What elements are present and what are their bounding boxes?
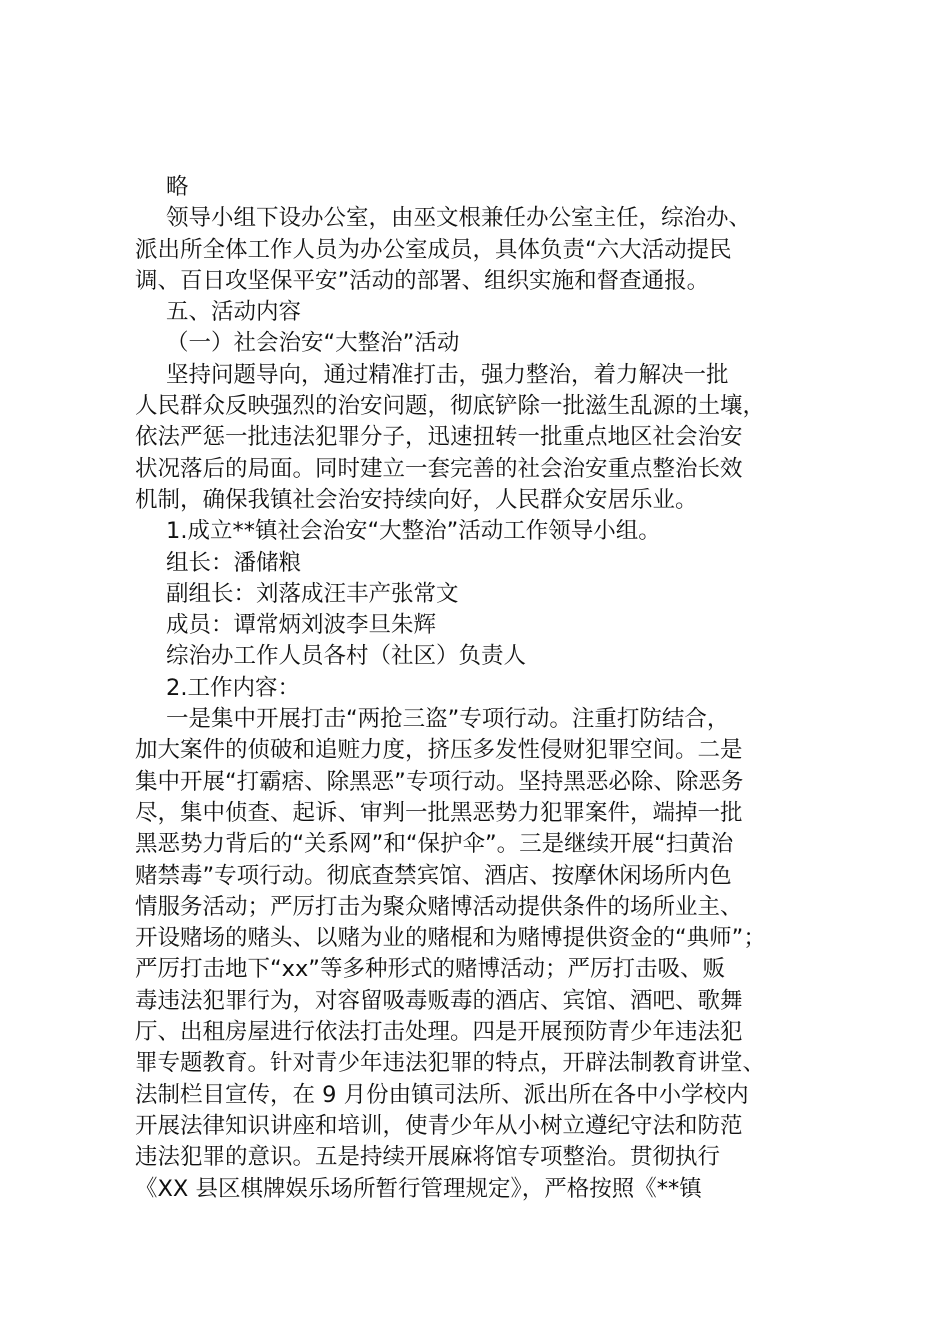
text-line: 坚持问题导向，通过精准打击，强力整治，着力解决一批 — [166, 361, 729, 388]
text-line: 人民群众反映强烈的治安问题，彻底铲除一批滋生乱源的土壤， — [135, 393, 766, 420]
text-line: 1.成立**镇社会治安“大整治”活动工作领导小组。 — [166, 518, 661, 545]
text-line: 副组长：刘落成汪丰产张常文 — [166, 580, 459, 607]
text-line: 成员：谭常炳刘波李旦朱辉 — [166, 612, 437, 639]
text-line: 开展法律知识讲座和培训，使青少年从小树立遵纪守法和防范 — [135, 1112, 743, 1139]
text-line: 领导小组下设办公室，由巫文根兼任办公室主任，综治办、 — [166, 205, 752, 232]
text-line: 五、活动内容 — [166, 299, 302, 326]
document-body — [135, 172, 845, 1205]
text-line: 黑恶势力背后的“关系网”和“保护伞”。三是继续开展“扫黄治 — [135, 831, 734, 858]
text-line: 综治办工作人员各村（社区）负责人 — [166, 643, 527, 670]
text-line: 状况落后的局面。同时建立一套完善的社会治安重点整治长效 — [135, 455, 743, 482]
text-line: 法制栏目宣传，在 9 月份由镇司法所、派出所在各中小学校内 — [135, 1081, 749, 1108]
text-line: 情服务活动；严厉打击为聚众赌博活动提供条件的场所业主、 — [135, 893, 743, 920]
text-line: 加大案件的侦破和追赃力度，挤压多发性侵财犯罪空间。二是 — [135, 737, 743, 764]
text-line: 一是集中开展打击“两抢三盗”专项行动。注重打防结合， — [166, 706, 730, 733]
text-line: 组长：潘储粮 — [166, 549, 302, 576]
text-line: 2.工作内容： — [166, 674, 300, 701]
text-line: 厅、出租房屋进行依法打击处理。四是开展预防青少年违法犯 — [135, 1019, 743, 1046]
text-line: 机制，确保我镇社会治安持续向好，人民群众安居乐业。 — [135, 486, 698, 513]
text-line: 罪专题教育。针对青少年违法犯罪的特点，开辟法制教育讲堂、 — [135, 1050, 766, 1077]
text-line: 《XX 县区棋牌娱乐场所暂行管理规定》，严格按照《**镇 — [135, 1175, 702, 1202]
text-line: 开设赌场的赌头、以赌为业的赌棍和为赌博提供资金的“典师”； — [135, 925, 766, 952]
text-line: 毒违法犯罪行为，对容留吸毒贩毒的酒店、宾馆、酒吧、歌舞 — [135, 987, 743, 1014]
text-line: 尽，集中侦查、起诉、审判一批黑恶势力犯罪案件，端掉一批 — [135, 799, 743, 826]
text-line: 调、百日攻坚保平安”活动的部署、组织实施和督查通报。 — [135, 267, 710, 294]
text-line: 派出所全体工作人员为办公室成员，具体负责“六大活动提民 — [135, 236, 732, 263]
text-line: 集中开展“打霸痞、除黑恶”专项行动。坚持黑恶必除、除恶务 — [135, 768, 744, 795]
text-line: 赌禁毒”专项行动。彻底查禁宾馆、酒店、按摩休闲场所内色 — [135, 862, 732, 889]
text-line: 严厉打击地下“xx”等多种形式的赌博活动；严厉打击吸、贩 — [135, 956, 725, 983]
text-line: 违法犯罪的意识。五是持续开展麻将馆专项整治。贯彻执行 — [135, 1144, 721, 1171]
text-line: （一）社会治安“大整治”活动 — [166, 330, 460, 357]
text-line: 略 — [166, 174, 189, 200]
text-line: 依法严惩一批违法犯罪分子，迅速扭转一批重点地区社会治安 — [135, 424, 743, 451]
